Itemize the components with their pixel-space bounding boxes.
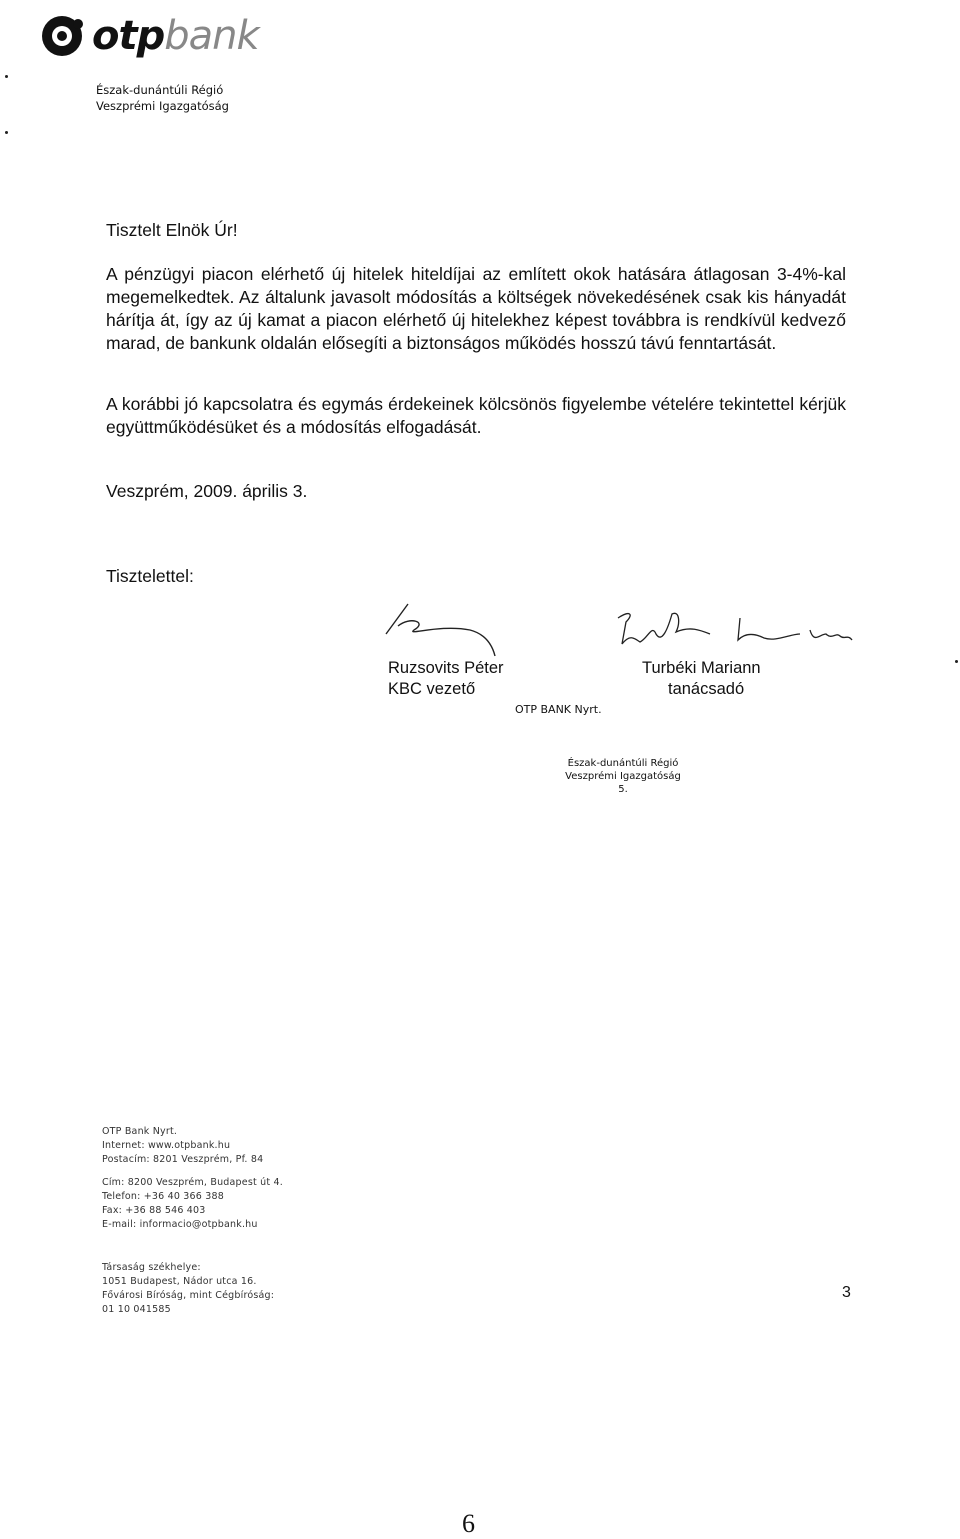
stamp-company: OTP BANK Nyrt. — [515, 703, 602, 716]
region-header — [96, 82, 229, 114]
place-date: Veszprém, 2009. április 3. — [106, 481, 308, 501]
footer-line: E-mail: informacio@otpbank.hu — [102, 1219, 258, 1230]
paragraph-2: A korábbi jó kapcsolatra és egymás érdekeinek kölcsönös figyelembe vételére tekintettel kérjük együttműködésüket és a módosítás elfogadását. — [106, 394, 846, 437]
stamp-directorate: Veszprémi Igazgatóság — [565, 771, 681, 782]
footer-line: Cím: 8200 Veszprém, Budapest út 4. — [102, 1177, 283, 1188]
stamp-region: Észak-dunántúli Régió — [567, 758, 679, 769]
signer-right-name: Turbéki Mariann — [642, 659, 761, 677]
signer-left-name: Ruzsovits Péter — [388, 659, 504, 677]
margin-mark — [5, 131, 8, 134]
signature-right — [600, 604, 880, 654]
page-number: 3 — [842, 1284, 851, 1301]
footer-line: Fax: +36 88 546 403 — [102, 1205, 206, 1216]
footer-line: Internet: www.otpbank.hu — [102, 1140, 231, 1151]
signer-left-title: KBC vezető — [388, 680, 476, 698]
bottom-page-number: 6 — [462, 1509, 475, 1538]
footer-contact — [102, 1125, 263, 1167]
closing: Tisztelettel: — [106, 566, 194, 586]
signer-right-title: tanácsadó — [668, 680, 745, 698]
footer-line: 01 10 041585 — [102, 1304, 171, 1315]
margin-mark — [5, 75, 8, 78]
footer-registration — [102, 1261, 274, 1317]
otp-logo-icon — [38, 12, 86, 60]
directorate-line: Veszprémi Igazgatóság — [96, 99, 229, 113]
salutation: Tisztelt Elnök Úr! — [106, 220, 238, 240]
footer-line: Telefon: +36 40 366 388 — [102, 1191, 224, 1202]
signature-left — [380, 596, 530, 666]
footer-line: Postacím: 8201 Veszprém, Pf. 84 — [102, 1154, 264, 1165]
logo-wordmark: otpbank — [92, 13, 259, 59]
footer-address — [102, 1176, 283, 1232]
footer-line: 1051 Budapest, Nádor utca 16. — [102, 1276, 257, 1287]
paragraph-1: A pénzügyi piacon elérhető új hitelek hiteldíjai az említett okok hatására átlagosan 3-4%-kal megemelkedtek. Az általunk javasolt módosítás a költségek növekedésének csak kis hányadát hárítja át, így az új kamat a piacon elérhető új hitelekhez képest továbbra is rendkívül kedvező marad, de bankunk oldalán elősegíti a biztonságos működés hosszú távú fenntartását. — [106, 264, 846, 353]
footer-line: OTP Bank Nyrt. — [102, 1126, 178, 1137]
region-line: Észak-dunántúli Régió — [96, 83, 224, 97]
company-stamp — [548, 757, 698, 796]
otpbank-logo — [38, 12, 259, 60]
footer-line: Társaság székhelye: — [102, 1262, 201, 1273]
stamp-number: 5. — [618, 784, 628, 795]
footer-line: Fővárosi Bíróság, mint Cégbíróság: — [102, 1290, 275, 1301]
margin-mark — [955, 660, 958, 663]
